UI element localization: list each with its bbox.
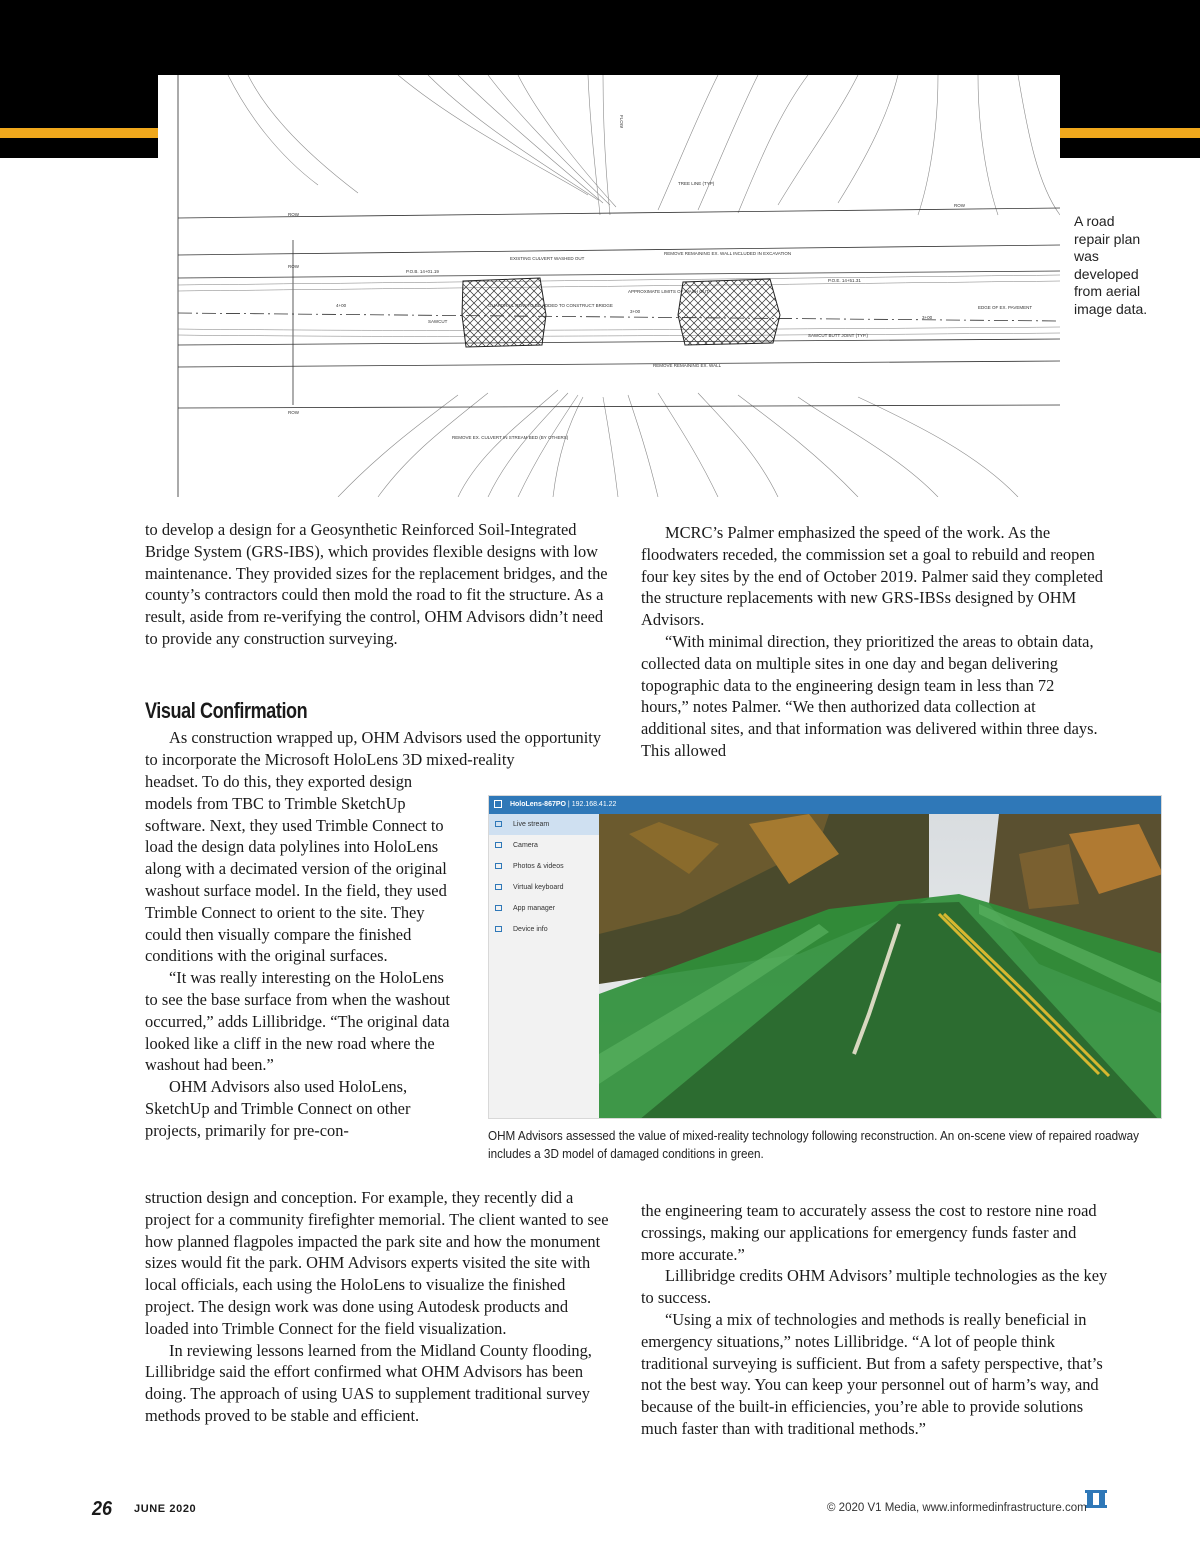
paragraph: “With minimal direction, they prioritized the areas to obtain data, collected data on multiple sites in one day and began delivering topographic data to the engineering design team in less than 72 hours,” notes Palmer. “We then authorized data collection at additional sites, and that information was delivered within three days. This allowed [641,631,1098,760]
issue-date: JUNE 2020 [134,1503,197,1515]
separator: | [567,801,572,808]
home-icon [494,800,502,808]
video-icon [495,821,502,827]
menu-item-camera: Camera [489,835,599,856]
svg-text:REMOVE EX. CULVERT IN STREAM B: REMOVE EX. CULVERT IN STREAM BED (BY OTHERS) [452,435,569,440]
svg-text:SAWCUT BUTT JOINT (TYP.): SAWCUT BUTT JOINT (TYP.) [808,333,869,338]
section-heading: Visual Confirmation [145,698,308,723]
svg-text:ROW: ROW [288,264,299,269]
paragraph: MCRC’s Palmer emphasized the speed of the work. As the floodwaters receded, the commission set a goal to rebuild and reopen four key sites by the end of October 2019. Palmer said they completed the structure replacements with new GRS-IBSs designed by OHM Advisors. [641,523,1104,630]
keyboard-icon [495,884,502,890]
svg-text:P.O.B. 14+01.19: P.O.B. 14+01.19 [406,269,439,274]
svg-text:EXISTING CULVERT WASHED OUT: EXISTING CULVERT WASHED OUT [510,256,585,261]
menu-item-device-info: Device info [489,919,599,940]
paragraph: As construction wrapped up, OHM Advisors used the opportunity to incorporate the Microsoft HoloLens 3D mixed-reality [145,728,602,769]
gear-icon [495,926,502,932]
right-column-bottom [641,1200,1111,1440]
paragraph: headset. To do this, they exported design models from TBC to Trimble SketchUp software. Next, they used Trimble Connect to load the design data polylines into HoloLens along with a decimated version of the original washout surface model. In the field, they used Trimble Connect to orient to the site. They could then visually compare the finished conditions with the original surfaces. [145,772,447,966]
menu-item-app-manager: App manager [489,898,599,919]
right-column-top [641,522,1103,762]
photos-icon [495,863,502,869]
svg-text:3+00: 3+00 [922,315,933,320]
svg-text:GUARDRAIL ROW TO BE ADDED TO C: GUARDRAIL ROW TO BE ADDED TO CONSTRUCT BRIDGE [488,303,613,308]
device-title: HoloLens-867PO [509,801,566,808]
hololens-side-menu [489,814,600,1119]
road-scene-drawing [599,814,1162,1119]
svg-text:3+00: 3+00 [630,309,641,314]
road-scene-image [599,814,1162,1119]
svg-text:FLOW: FLOW [619,115,624,128]
svg-text:REMOVE REMAINING EX. WALL INCL: REMOVE REMAINING EX. WALL INCLUDED IN EXCAVATION [664,251,792,256]
page-number: 26 [92,1498,113,1520]
left-column-narrow [145,771,453,1142]
left-column-top [145,519,615,650]
hololens-screenshot [488,795,1162,1119]
camera-icon [495,842,502,848]
end-of-article-icon [1085,1488,1109,1510]
svg-text:REMOVE REMAINING EX. WALL: REMOVE REMAINING EX. WALL [653,363,722,368]
svg-text:APPROXIMATE LIMITS OF WASH OUT: APPROXIMATE LIMITS OF WASH OUT [628,289,709,294]
paragraph: struction design and conception. For example, they recently did a project for a community firefighter memorial. The client wanted to see how planned flagpoles impacted the park site and how the monument sizes would fit the park. OHM Advisors experts visited the site with local officials, each using the HoloLens to visualize the finished project. The design work was done using Autodesk products and loaded into Trimble Connect for the field visualization. [145,1188,609,1338]
left-column-wide-a [145,727,615,771]
left-column-wide-b [145,1187,615,1427]
paragraph: the engineering team to accurately assess the cost to restore nine road crossings, making our applications for emergency funds faster and more accurate.” [641,1201,1097,1264]
paragraph: In reviewing lessons learned from the Midland County flooding, Lillibridge said the effort confirmed what OHM Advisors has been doing. The approach of using UAS to supplement traditional survey methods proved to be stable and efficient. [145,1340,592,1425]
svg-text:SAWCUT: SAWCUT [428,319,448,324]
gold-rule-left [0,128,158,138]
svg-text:EDGE OF EX. PAVEMENT: EDGE OF EX. PAVEMENT [978,305,1033,310]
svg-text:TREE LINE (TYP): TREE LINE (TYP) [678,181,715,186]
svg-text:ROW: ROW [954,203,965,208]
list-icon [495,905,502,911]
device-address: 192.168.41.22 [571,801,617,808]
plan-caption: A road repair plan was developed from aerial image data. [1074,213,1148,317]
svg-text:ROW: ROW [288,212,299,217]
menu-item-photos-videos: Photos & videos [489,856,599,877]
paragraph: Lillibridge credits OHM Advisors’ multiple technologies as the key to success. [641,1266,1108,1308]
svg-text:4+00: 4+00 [336,303,347,308]
paragraph: to develop a design for a Geosynthetic Reinforced Soil-Integrated Bridge System (GRS-IBS), which provides flexible designs with low maintenance. They provided sizes for the replacement bridges, and the county’s contractors could then mold the road to fit the structure. As a result, aside from re-verifying the control, OHM Advisors didn’t need to provide any construction surveying. [145,520,608,648]
road-repair-plan-figure [158,75,1060,497]
paragraph: “Using a mix of technologies and methods is really beneficial in emergency situations,” notes Lillibridge. “A lot of people think traditional surveying is sufficient. But from a safety perspective, that’s not the best way. You can keep your personnel out of harm’s way, and because of the built-in efficiencies, you’re able to provide solutions much faster than with traditional methods.” [641,1309,1103,1438]
menu-item-live-stream: Live stream [489,814,599,835]
photo-caption: OHM Advisors assessed the value of mixed-reality technology following reconstruction. An on-scene view of repaired roadway includes a 3D model of damaged conditions in green. [488,1128,1139,1161]
copyright: © 2020 V1 Media, www.informedinfrastructure.com [827,1502,1087,1514]
gold-rule-right [1060,128,1200,138]
paragraph: OHM Advisors also used HoloLens, SketchUp and Trimble Connect on other projects, primarily for pre-con- [145,1077,411,1140]
svg-text:ROW: ROW [288,410,299,415]
hololens-title-bar [489,796,1161,814]
svg-text:P.O.E. 14+51.31: P.O.E. 14+51.31 [828,278,861,283]
paragraph: “It was really interesting on the HoloLens to see the base surface from when the washout occurred,” adds Lillibridge. “The original data looked like a cliff in the new road where the washout had been.” [145,968,450,1075]
plan-drawing [158,75,1060,497]
menu-item-virtual-keyboard: Virtual keyboard [489,877,599,898]
